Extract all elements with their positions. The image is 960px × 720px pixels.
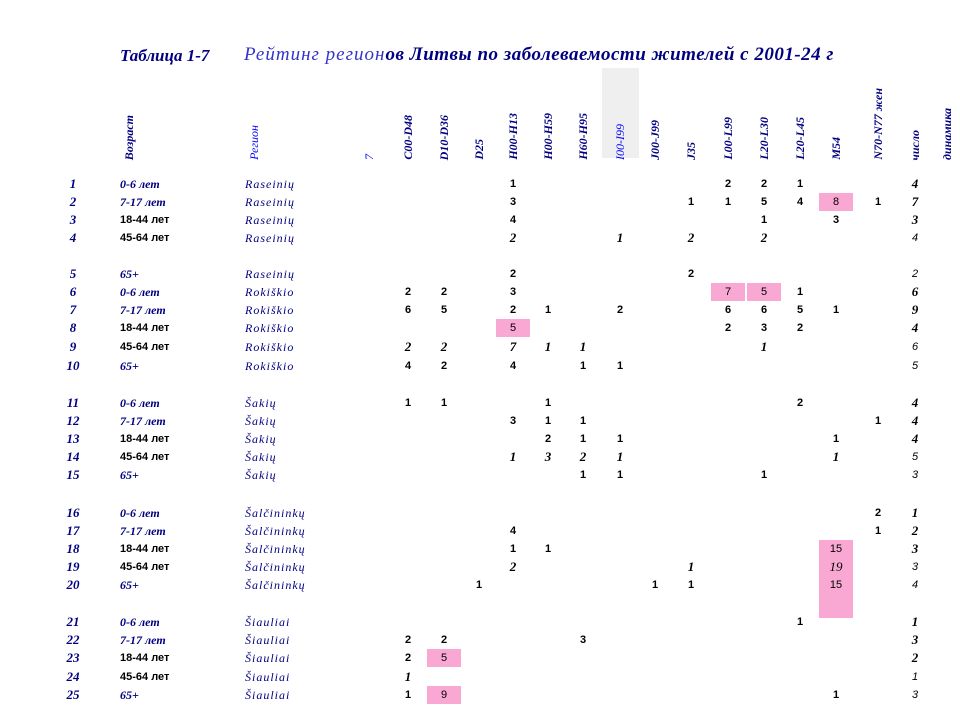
region-name: Šalčininkų [245,506,306,520]
value-cell: 1 [475,579,483,591]
region-name: Šiauliai [245,651,291,665]
region-name: Šalčininkų [245,560,306,574]
value-cell: 5 [760,286,768,298]
value-cell: 4 [509,214,517,226]
value-cell: 1 [544,339,552,354]
value-cell: 2 [760,178,768,190]
region-name: Raseinių [245,231,295,245]
value-cell: 2 [440,339,448,354]
value-cell: 15 [829,543,843,555]
value-cell: 5 [760,196,768,208]
total-count: 3 [911,212,919,227]
value-cell: 5 [440,652,448,664]
value-cell: 19 [829,559,843,574]
value-cell: 1 [616,433,624,445]
row-number: 24 [66,669,80,684]
region-name: Šiauliai [245,633,291,647]
total-count: 2 [911,650,919,665]
value-cell: 5 [509,322,517,334]
table-title-light: Рейтинг регион [244,44,386,65]
total-count: 3 [911,632,919,647]
value-cell: 2 [404,634,412,646]
value-cell: 5 [440,304,448,316]
value-cell: 2 [404,286,412,298]
age-group: 7-17 лет [120,414,166,428]
row-number: 8 [69,320,77,335]
value-cell: 7 [509,339,517,354]
value-cell: 1 [509,543,517,555]
age-group: 45-64 лет [120,561,170,573]
value-cell: 1 [796,178,804,190]
total-count: 4 [911,320,919,335]
header-seven: 7 [362,154,376,160]
value-cell: 3 [544,449,552,464]
region-name: Raseinių [245,177,295,191]
region-name: Šakių [245,414,277,428]
row-number: 12 [66,413,80,428]
region-name: Šiauliai [245,670,291,684]
total-count: 3 [911,689,919,701]
value-cell: 2 [404,339,412,354]
region-name: Rokiškio [245,321,295,335]
age-group: 18-44 лет [120,652,170,664]
value-cell: 1 [579,469,587,481]
value-cell: 2 [796,322,804,334]
value-cell: 5 [796,304,804,316]
age-group: 65+ [120,359,139,373]
value-cell: 6 [724,304,732,316]
value-cell: 3 [760,322,768,334]
header-code-j35: J35 [684,142,698,160]
header-code-m54: M54 [829,137,843,160]
header-code-h60-h95: H60-H95 [576,113,590,160]
value-cell: 3 [579,634,587,646]
value-cell: 1 [509,449,517,464]
value-cell: 4 [404,360,412,372]
age-group: 65+ [120,578,139,592]
header-code-j00-j99: J00-J99 [648,120,662,160]
value-cell: 1 [616,360,624,372]
value-cell: 15 [829,579,843,591]
age-group: 45-64 лет [120,232,170,244]
row-number: 1 [69,176,77,191]
value-cell: 3 [509,196,517,208]
value-cell: 2 [874,507,882,519]
value-cell: 1 [687,579,695,591]
value-cell: 1 [440,397,448,409]
value-cell: 1 [616,469,624,481]
age-group: 45-64 лет [120,341,170,353]
value-cell: 1 [832,449,840,464]
value-cell: 2 [796,397,804,409]
header-code-i00-i99: I00-I99 [613,124,627,160]
value-cell: 1 [874,196,882,208]
age-group: 45-64 лет [120,451,170,463]
age-group: 7-17 лет [120,303,166,317]
row-number: 11 [66,395,80,410]
region-name: Šakių [245,396,277,410]
value-cell: 9 [440,689,448,701]
region-name: Raseinių [245,267,295,281]
row-number: 19 [66,559,80,574]
row-number: 7 [69,302,77,317]
value-cell: 1 [616,230,624,245]
total-count: 5 [911,360,919,372]
age-group: 7-17 лет [120,195,166,209]
value-cell: 2 [509,559,517,574]
age-group: 18-44 лет [120,543,170,555]
row-number: 16 [66,505,80,520]
value-cell: 1 [616,449,624,464]
region-name: Šalčininkų [245,542,306,556]
value-cell: 4 [509,360,517,372]
total-count: 4 [911,395,919,410]
region-name: Šalčininkų [245,524,306,538]
age-group: 65+ [120,468,139,482]
age-group: 18-44 лет [120,214,170,226]
total-count: 1 [911,614,919,629]
value-cell: 2 [440,360,448,372]
value-cell: 6 [404,304,412,316]
region-name: Šakių [245,468,277,482]
row-number: 9 [69,339,77,354]
header-code-c00-d48: C00-D48 [401,115,415,160]
age-group: 65+ [120,688,139,702]
row-number: 23 [66,650,80,665]
age-group: 0-6 лет [120,285,160,299]
value-cell: 1 [544,304,552,316]
row-number: 18 [66,541,80,556]
value-cell: 1 [579,433,587,445]
header-region: Регион [247,125,261,160]
header-code-d10-d36: D10-D36 [437,114,451,160]
value-cell: 1 [404,669,412,684]
value-cell: 4 [509,525,517,537]
value-cell: 3 [509,286,517,298]
total-count: 4 [911,413,919,428]
total-count: 1 [911,505,919,520]
table-number: Таблица 1-7 [120,46,210,65]
value-cell: 2 [724,178,732,190]
header-code-d25: D25 [472,139,486,160]
value-cell: 1 [874,415,882,427]
age-group: 18-44 лет [120,433,170,445]
value-cell: 1 [509,178,517,190]
region-name: Raseinių [245,195,295,209]
value-cell: 1 [832,304,840,316]
total-count: 6 [911,284,919,299]
age-group: 0-6 лет [120,177,160,191]
age-group: 0-6 лет [120,506,160,520]
value-cell: 2 [687,268,695,280]
value-cell: 7 [724,286,732,298]
value-cell: 2 [724,322,732,334]
value-cell: 2 [440,286,448,298]
region-name: Rokiškio [245,340,295,354]
row-number: 10 [66,358,80,373]
header-code-l00-l99: L00-L99 [721,117,735,160]
value-cell: 8 [832,196,840,208]
row-number: 17 [66,523,80,538]
header-code-h00-h59: H00-H59 [541,113,555,160]
value-cell: 2 [509,268,517,280]
value-cell: 2 [544,433,552,445]
total-count: 6 [911,341,919,353]
header-count: число [908,129,922,160]
header-age: Возраст [122,114,136,160]
header-code-l20-l30: L20-L30 [757,117,771,160]
value-cell: 3 [509,415,517,427]
row-number: 14 [66,449,80,464]
value-cell: 2 [509,304,517,316]
value-cell: 2 [579,449,587,464]
row-number: 3 [69,212,77,227]
value-cell: 1 [760,214,768,226]
total-count: 2 [911,268,919,280]
value-cell: 1 [544,415,552,427]
value-cell: 2 [440,634,448,646]
value-cell: 1 [544,397,552,409]
age-group: 7-17 лет [120,633,166,647]
value-cell: 1 [724,196,732,208]
header-code-l20-l45: L20-L45 [793,117,807,160]
age-group: 45-64 лет [120,671,170,683]
value-cell: 1 [651,579,659,591]
value-cell: 2 [404,652,412,664]
age-group: 0-6 лет [120,396,160,410]
table-title-bold: ов Литвы по заболеваемости жителей с 2001-24 г [385,44,834,65]
row-number: 2 [69,194,77,209]
row-number: 6 [69,284,77,299]
total-count: 4 [911,176,919,191]
header-code-h00-h13: H00-H13 [506,113,520,160]
region-name: Rokiškio [245,359,295,373]
total-count: 3 [911,469,919,481]
total-count: 3 [911,541,919,556]
region-name: Šakių [245,432,277,446]
table-title [244,44,834,66]
row-number: 15 [66,467,80,482]
region-name: Šakių [245,450,277,464]
total-count: 3 [911,561,919,573]
value-cell: 1 [832,689,840,701]
total-count: 7 [911,194,919,209]
region-name: Šiauliai [245,615,291,629]
age-group: 7-17 лет [120,524,166,538]
row-number: 21 [66,614,80,629]
row-number: 22 [66,632,80,647]
value-cell: 1 [579,360,587,372]
value-cell: 2 [616,304,624,316]
value-cell: 2 [509,230,517,245]
total-count: 4 [911,232,919,244]
value-cell: 1 [832,433,840,445]
value-cell: 1 [760,469,768,481]
region-name: Šiauliai [245,688,291,702]
age-group: 65+ [120,267,139,281]
value-cell: 1 [760,339,768,354]
row-number: 4 [69,230,77,245]
region-name: Raseinių [245,213,295,227]
total-count: 1 [911,671,919,683]
value-cell: 4 [796,196,804,208]
value-cell: 1 [404,397,412,409]
value-cell: 1 [874,525,882,537]
value-cell: 1 [687,196,695,208]
total-count: 9 [911,302,919,317]
row-number: 25 [66,687,80,702]
value-cell: 2 [687,230,695,245]
value-cell: 1 [796,616,804,628]
age-group: 0-6 лет [120,615,160,629]
value-cell: 2 [760,230,768,245]
value-cell: 1 [579,339,587,354]
region-name: Rokiškio [245,285,295,299]
value-cell: 1 [687,559,695,574]
row-number: 20 [66,577,80,592]
value-cell: 1 [796,286,804,298]
value-cell: 6 [760,304,768,316]
row-number: 13 [66,431,80,446]
total-count: 4 [911,431,919,446]
total-count: 5 [911,451,919,463]
value-cell: 1 [544,543,552,555]
age-group: 18-44 лет [120,322,170,334]
header-code-n70-n77-: N70-N77 жен [871,88,885,160]
value-cell: 1 [404,689,412,701]
row-number: 5 [69,266,77,281]
value-cell: 3 [832,214,840,226]
region-name: Šalčininkų [245,578,306,592]
value-cell: 1 [579,415,587,427]
total-count: 4 [911,579,919,591]
region-name: Rokiškio [245,303,295,317]
header-dynamics: динамика [940,108,954,160]
total-count: 2 [911,523,919,538]
